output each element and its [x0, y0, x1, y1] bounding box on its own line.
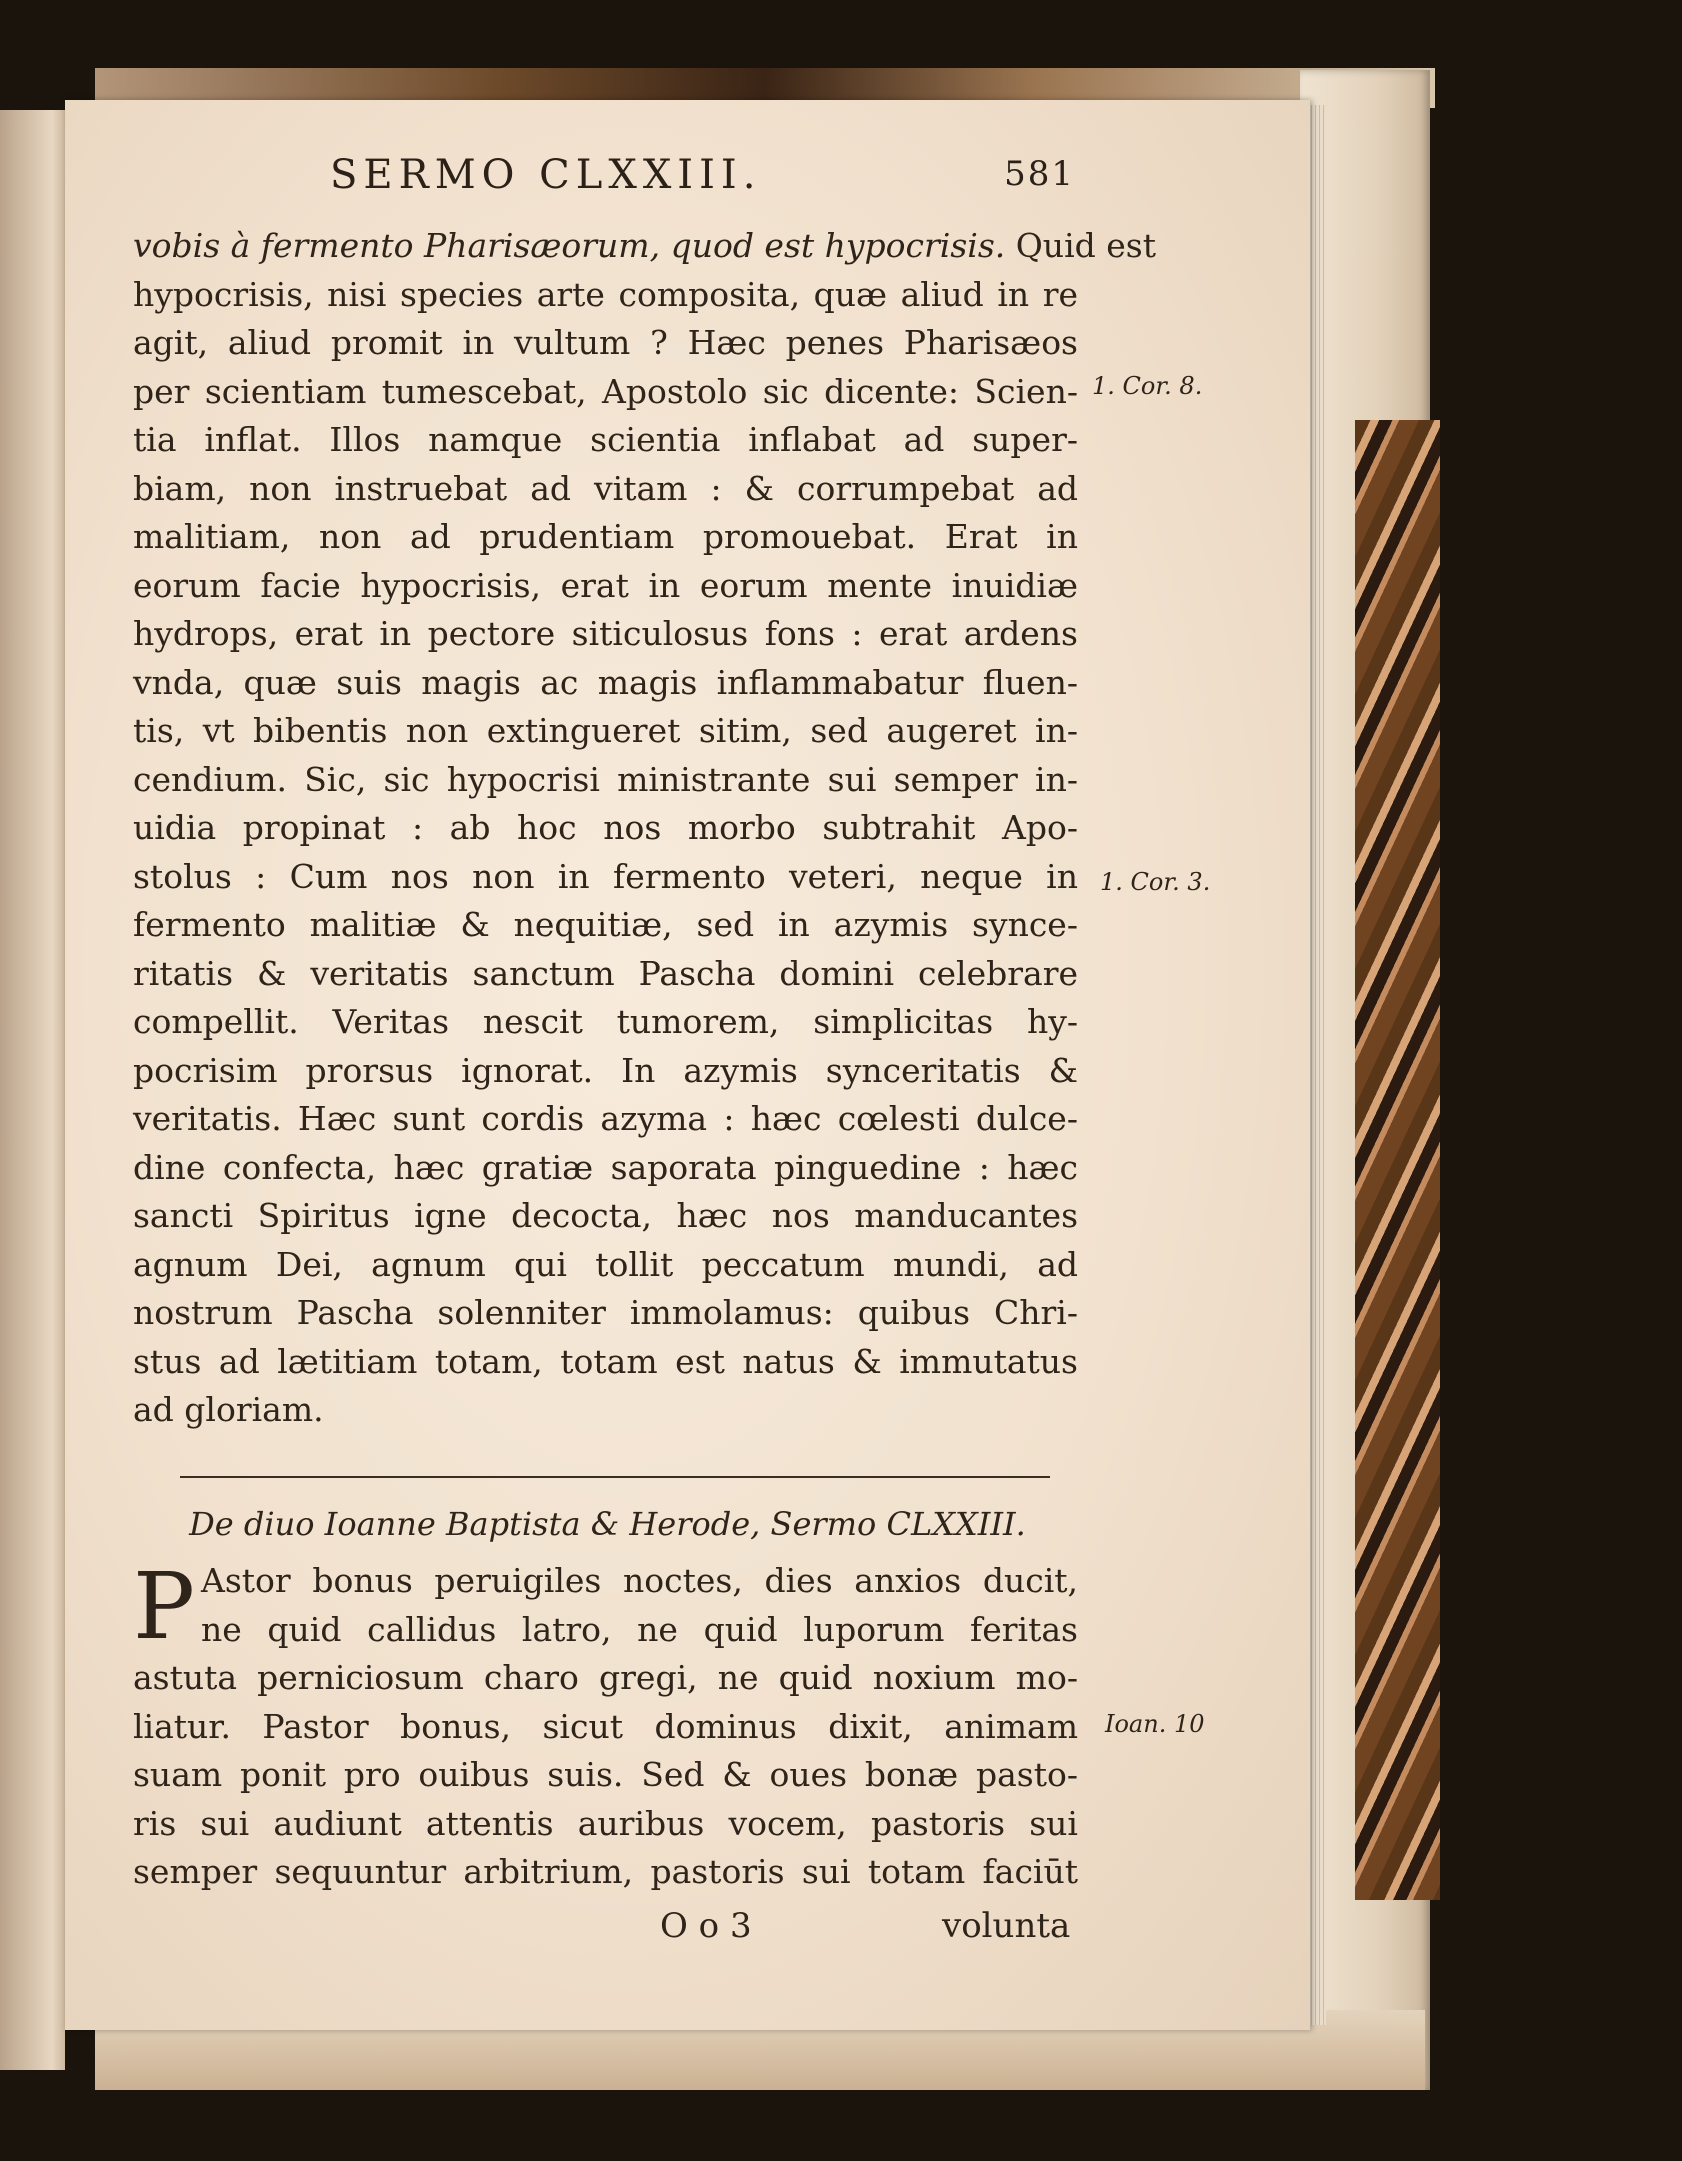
text-line: sancti Spiritus igne decocta, hæc nos manducantes: [133, 1196, 1078, 1235]
sermon-heading: De diuo Ioanne Baptista & Herode, Sermo CLXXIII.: [189, 1505, 1026, 1543]
text-line: cendium. Sic, sic hypocrisi ministrante sui semper in-: [133, 759, 1078, 799]
text-line: liatur. Pastor bonus, sicut dominus dixit, animam: [133, 1706, 1078, 1746]
text-line: nostrum Pascha solenniter immolamus: quibus Chri-: [133, 1293, 1078, 1332]
text-line: ritatis & veritatis sanctum Pascha domini celebrare: [133, 953, 1078, 993]
text-line: uidia propinat : ab hoc nos morbo subtrahit Apo-: [133, 808, 1078, 847]
text-line: compellit. Veritas nescit tumorem, simplicitas hy-: [133, 1002, 1078, 1041]
text-line: ne quid callidus latro, ne quid luporum feritas: [201, 1609, 1078, 1649]
text-line: agit, aliud promit in vultum ? Hæc penes Pharisæos: [133, 323, 1078, 362]
text-line: biam, non instruebat ad vitam : & corrumpebat ad: [133, 468, 1078, 508]
text-line: dine confecta, hæc gratiæ saporata pinguedine : hæc: [133, 1147, 1078, 1187]
text-line: tia inflat. Illos namque scientia inflabat ad super-: [133, 420, 1078, 459]
text-line: suam ponit pro ouibus suis. Sed & oues bonæ pasto-: [133, 1755, 1078, 1794]
text-line: per scientiam tumescebat, Apostolo sic dicente: Scien-: [133, 371, 1078, 411]
running-header: [330, 152, 1075, 207]
text-line: [133, 222, 1156, 271]
drop-capital: P: [133, 1553, 195, 1660]
text-line: fermento malitiæ & nequitiæ, sed in azymis synce-: [133, 905, 1078, 944]
text-line: eorum facie hypocrisis, erat in eorum mente inuidiæ: [133, 565, 1078, 605]
margin-reference: 1. Cor. 3.: [1100, 868, 1211, 896]
text-line: veritatis. Hæc sunt cordis azyma : hæc cœlesti dulce-: [133, 1099, 1078, 1138]
text-fragment: Quid est: [1005, 226, 1156, 265]
facing-page-edge: [0, 110, 65, 2070]
running-title: SERMO CLXXIII.: [330, 152, 762, 198]
text-line: astuta perniciosum charo gregi, ne quid noxium mo-: [133, 1658, 1078, 1697]
signature-mark: O o 3: [660, 1906, 752, 1946]
text-line: ad gloriam.: [133, 1390, 324, 1429]
text-line: malitiam, non ad prudentiam promouebat. Erat in: [133, 517, 1078, 556]
text-line: hydrops, erat in pectore siticulosus fons : erat ardens: [133, 614, 1078, 653]
text-line: stus ad lætitiam totam, totam est natus & immutatus: [133, 1341, 1078, 1381]
text-line: agnum Dei, agnum qui tollit peccatum mundi, ad: [133, 1244, 1078, 1284]
marbled-endpaper: [1355, 420, 1440, 1900]
text-line: stolus : Cum nos non in fermento veteri, neque in: [133, 856, 1078, 896]
section-divider: [180, 1476, 1050, 1478]
catchword: volunta: [942, 1906, 1071, 1946]
page-number: 581: [1004, 154, 1075, 194]
scripture-quote: vobis à fermento Pharisæorum, quod est hypocrisis.: [133, 226, 1006, 265]
text-line: vnda, quæ suis magis ac magis inflammabatur fluen-: [133, 662, 1078, 702]
margin-reference: Ioan. 10: [1105, 1710, 1205, 1738]
text-line: ris sui audiunt attentis auribus vocem, pastoris sui: [133, 1803, 1078, 1843]
text-line: Astor bonus peruigiles noctes, dies anxios ducit,: [201, 1561, 1078, 1600]
text-line: tis, vt bibentis non extingueret sitim, sed augeret in-: [133, 711, 1078, 750]
margin-reference: 1. Cor. 8.: [1092, 372, 1203, 400]
text-line: semper sequuntur arbitrium, pastoris sui totam faciūt: [133, 1852, 1078, 1891]
sermon-text: [133, 1553, 1078, 1897]
text-line: hypocrisis, nisi species arte composita, quæ aliud in re: [133, 274, 1078, 314]
text-line: pocrisim prorsus ignorat. In azymis synceritatis &: [133, 1050, 1078, 1090]
